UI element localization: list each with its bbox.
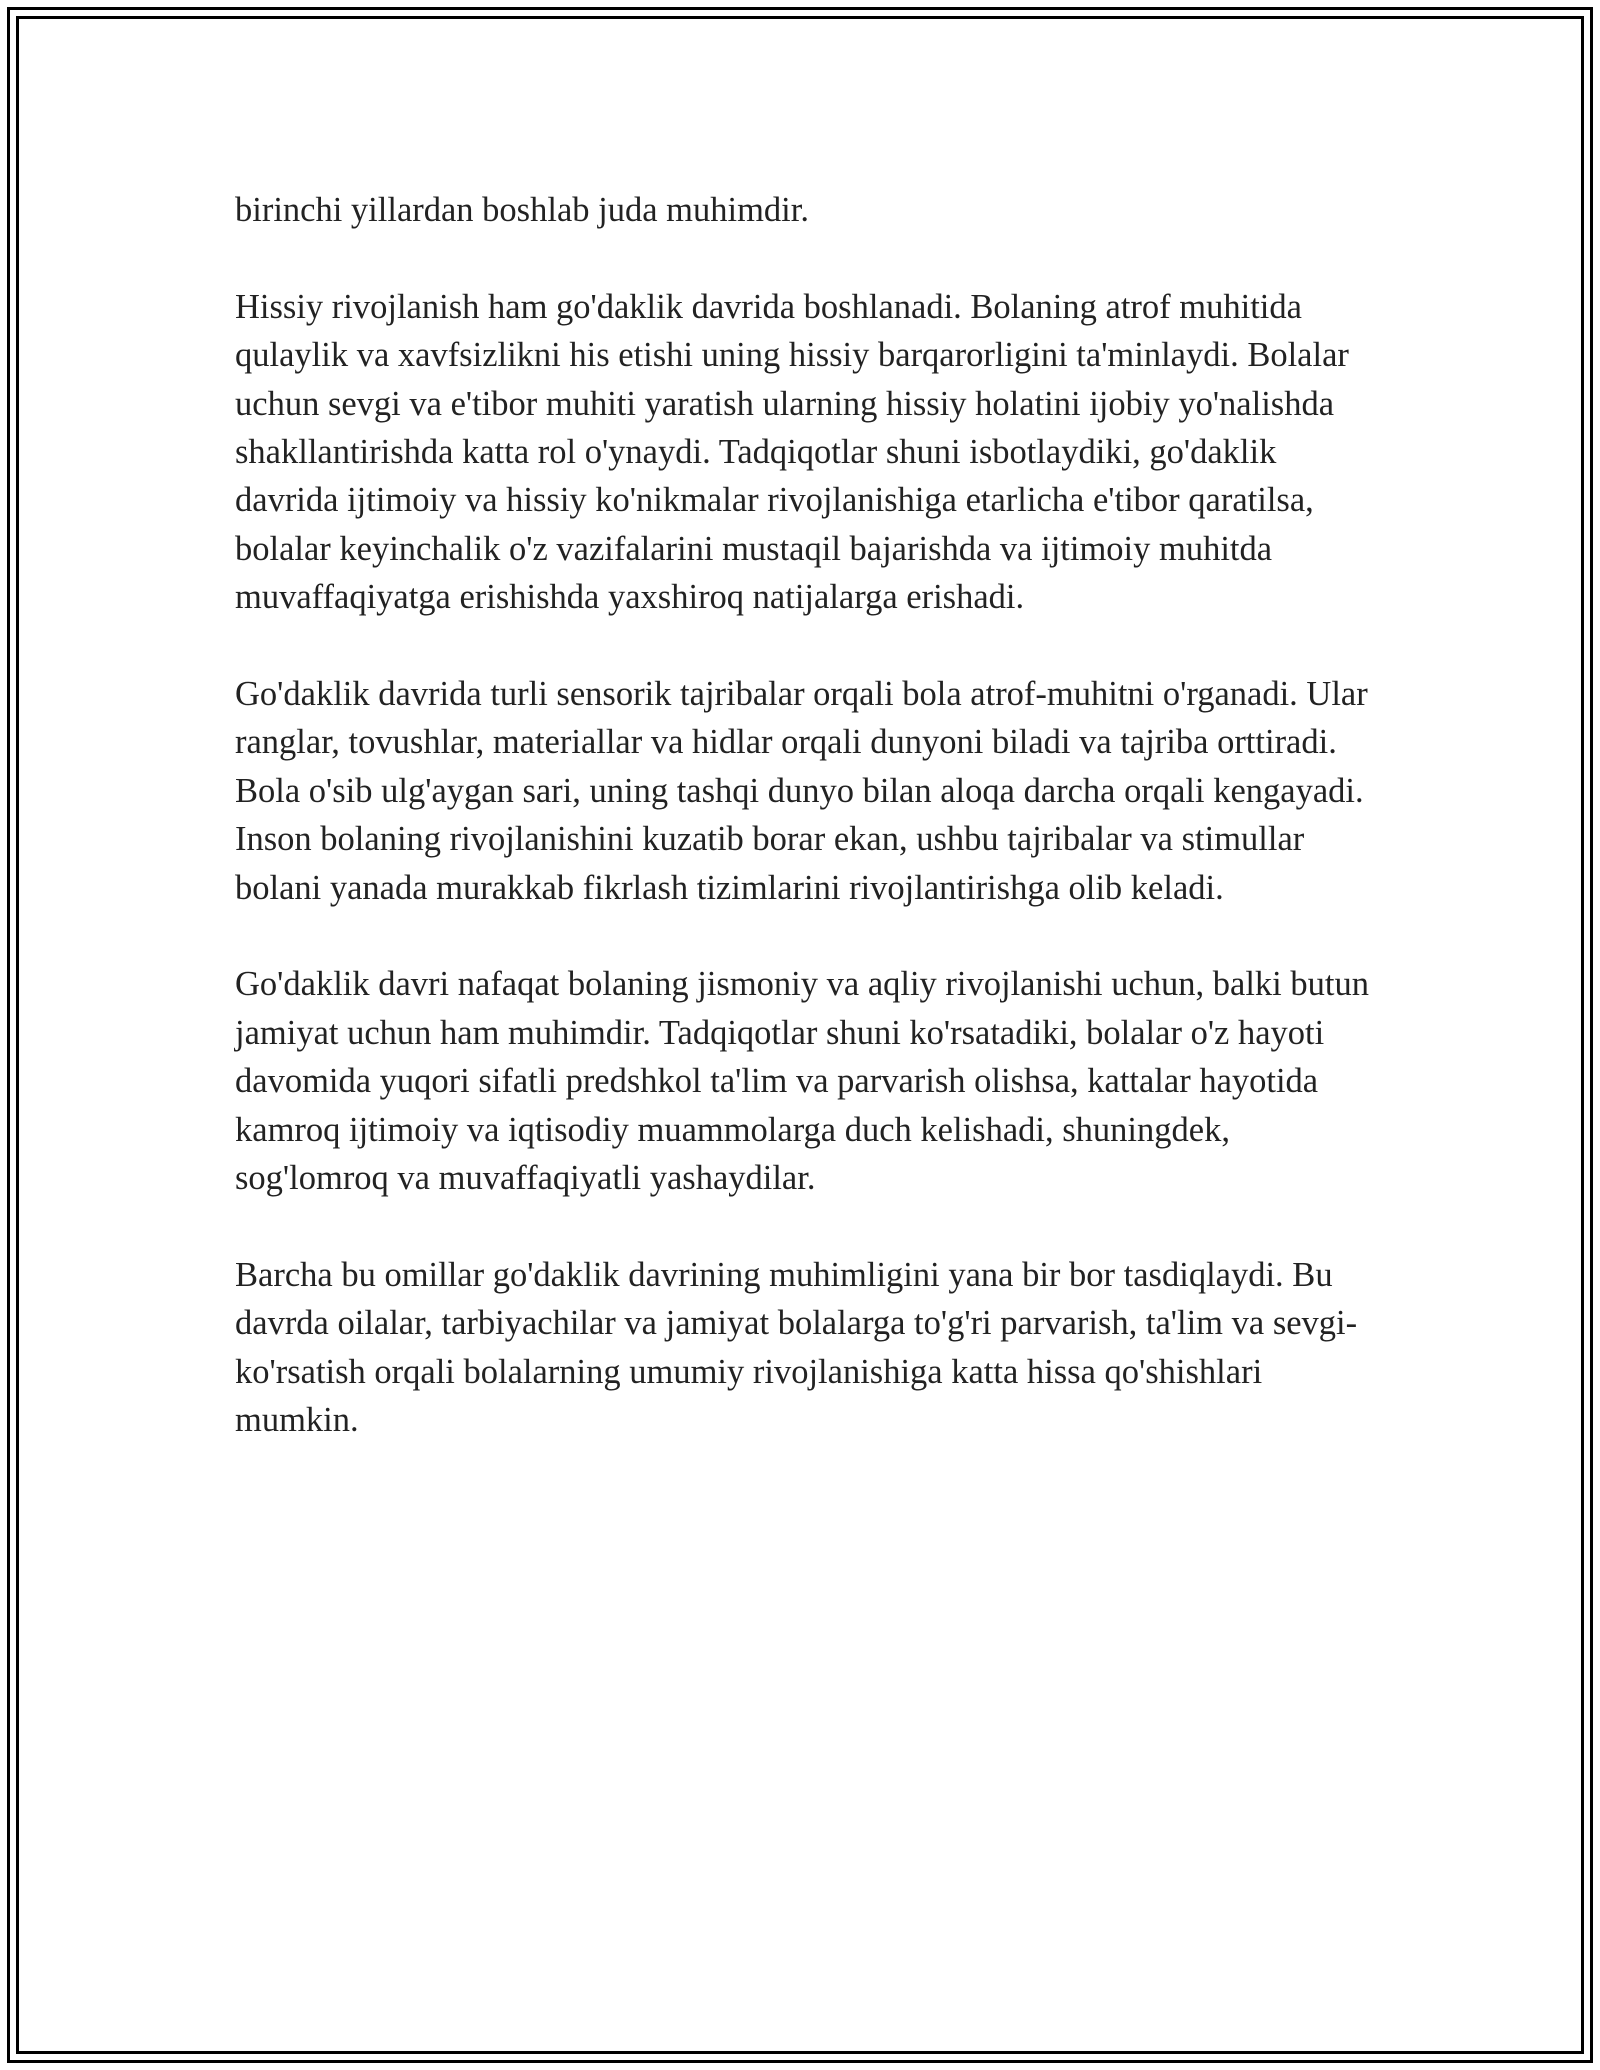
- paragraph-1: birinchi yillardan boshlab juda muhimdir.: [235, 191, 809, 229]
- paragraph-2: Hissiy rivojlanish ham go'daklik davrida boshlanadi. Bolaning atrof muhitida qulaylik va xavfsizlikni his etishi uning hissiy barqarorligini ta'minlaydi. Bolalar uchun sevgi va e'tibor muhiti yaratish ularning hissiy holatini ijobiy yo'nalishda shakllantirishda katta rol o'ynaydi. Tadqiqotlar shuni isbotlaydiki, go'daklik davrida ijtimoiy va hissiy ko'nikmalar rivojlanishiga etarlicha e'tibor qaratilsa, bolalar keyinchalik o'z vazifalarini mustaqil bajarishda va ijtimoiy muhitda muvaffaqiyatga erishishda yaxshiroq natijalarga erishadi.: [235, 287, 1349, 617]
- paragraph-5: Barcha bu omillar go'daklik davrining muhimligini yana bir bor tasdiqlaydi. Bu davrda oilalar, tarbiyachilar va jamiyat bolalarga to'g'ri parvarish, ta'lim va sevgi-ko'rsatish orqali bolalarning umumiy rivojlanishiga katta hissa qo'shishlari mumkin.: [235, 1255, 1358, 1440]
- paragraph-3: Go'daklik davrida turli sensorik tajribalar orqali bola atrof-muhitni o'rganadi. Ular ranglar, tovushlar, materiallar va hidlar orqali dunyoni biladi va tajriba orttiradi. Bola o'sib ulg'aygan sari, uning tashqi dunyo bilan aloqa darcha orqali kengayadi. Inson bolaning rivojlanishini kuzatib borar ekan, ushbu tajribalar va stimullar bolani yanada murakkab fikrlash tizimlarini rivojlantirishga olib keladi.: [235, 675, 1368, 907]
- paragraph-4: Go'daklik davri nafaqat bolaning jismoniy va aqliy rivojlanishi uchun, balki butun jamiyat uchun ham muhimdir. Tadqiqotlar shuni ko'rsatadiki, bolalar o'z hayoti davomida yuqori sifatli predshkol ta'lim va parvarish olishsa, kattalar hayotida kamroq ijtimoiy va iqtisodiy muammolarga duch kelishadi, shuningdek, sog'lomroq va muvaffaqiyatli yashaydilar.: [235, 965, 1369, 1198]
- document-body: [235, 186, 1375, 1493]
